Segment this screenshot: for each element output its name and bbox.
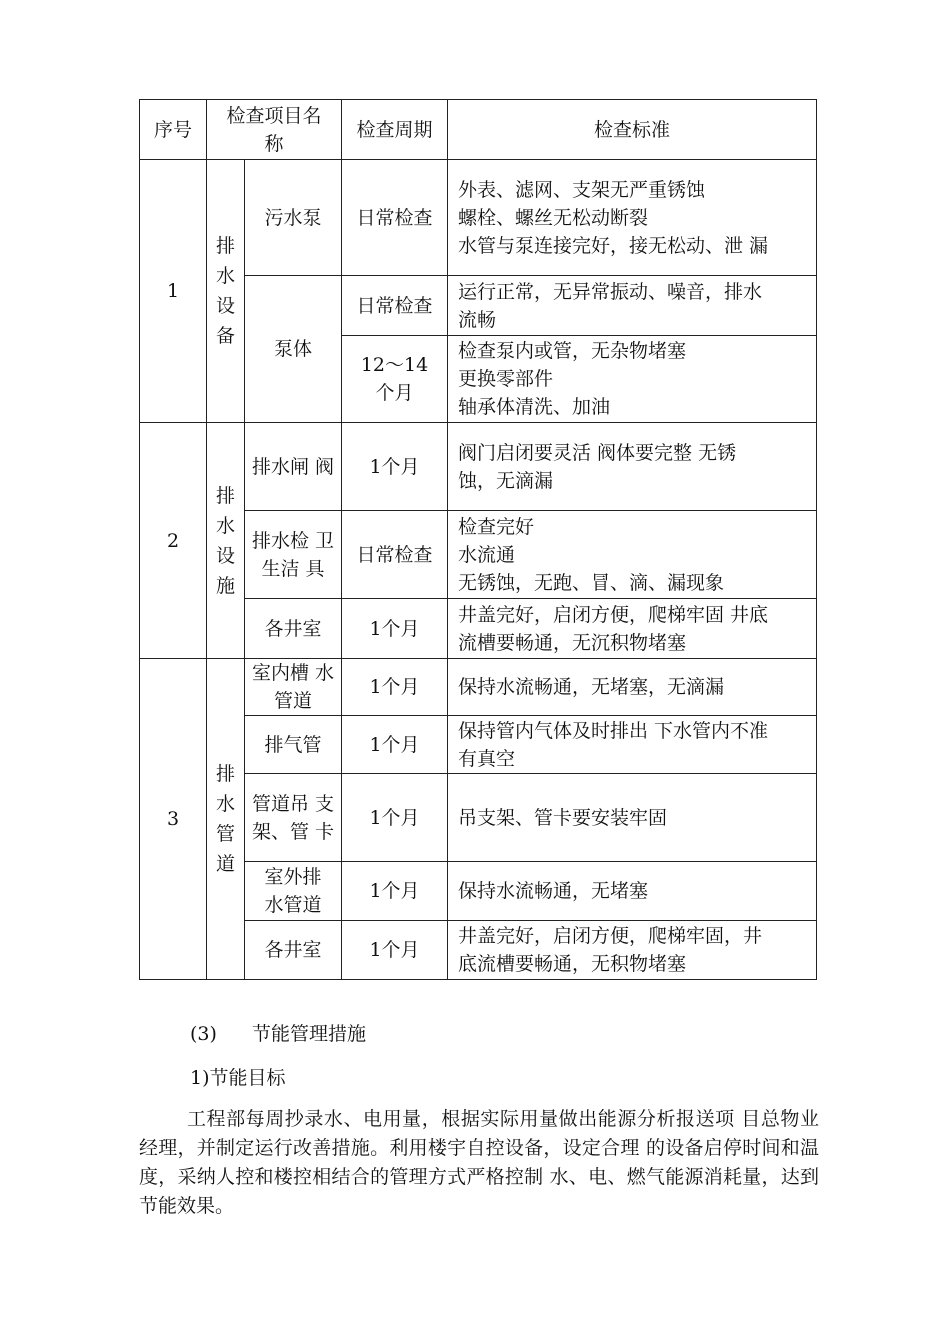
group1-seq: 1	[140, 160, 207, 423]
header-standard: 检查标准	[448, 100, 817, 160]
inspection-table	[139, 99, 817, 980]
item-name: 污水泵	[245, 160, 342, 276]
check-period: 12〜14 个月	[342, 336, 448, 423]
table-row	[140, 659, 817, 716]
check-standard: 井盖完好，启闭方便，爬梯牢固 井底 流槽要畅通，无沉积物堵塞	[448, 599, 817, 659]
body-paragraph: 工程部每周抄录水、电用量，根据实际用量做出能源分析报送项 目总物业经理，并制定运行改善措施。利用楼宇自控设备，设定合理 的设备启停时间和温度，采纳人控和楼控相结合的管理方式严格控制 水、电、燃气能源消耗量，达到节能效果。	[139, 1108, 819, 1217]
table-header-row	[140, 100, 817, 160]
group2-category: 排 水 设 施	[207, 423, 245, 659]
check-period: 1个月	[342, 774, 448, 862]
item-name: 管道吊 支 架、管 卡	[245, 774, 342, 862]
item-name: 各井室	[245, 599, 342, 659]
item-name: 各井室	[245, 921, 342, 980]
check-standard: 检查泵内或管，无杂物堵塞 更换零部件 轴承体清洗、加油	[448, 336, 817, 423]
item-name: 排气管	[245, 716, 342, 774]
check-standard: 吊支架、管卡要安装牢固	[448, 774, 817, 862]
check-standard: 运行正常，无异常振动、噪音，排水 流畅	[448, 276, 817, 336]
check-period: 1个月	[342, 921, 448, 980]
check-period: 日常检查	[342, 511, 448, 599]
check-period: 1个月	[342, 659, 448, 716]
check-standard: 保持水流畅通，无堵塞，无滴漏	[448, 659, 817, 716]
section-heading	[190, 1020, 870, 1049]
section-number: (3)	[190, 1023, 217, 1045]
check-period: 1个月	[342, 862, 448, 921]
item-name: 室外排 水管道	[245, 862, 342, 921]
table-row	[140, 160, 817, 276]
check-standard: 外表、滤网、支架无严重锈蚀 螺栓、螺丝无松动断裂 水管与泵连接完好，接无松动、泄 漏	[448, 160, 817, 276]
group2-seq: 2	[140, 423, 207, 659]
check-period: 1个月	[342, 423, 448, 511]
item-name: 室内槽 水 管道	[245, 659, 342, 716]
check-standard: 保持管内气体及时排出 下水管内不准 有真空	[448, 716, 817, 774]
item-name: 排水检 卫 生洁 具	[245, 511, 342, 599]
item-name: 泵体	[245, 276, 342, 423]
item-name: 排水闸 阀	[245, 423, 342, 511]
check-standard: 检查完好 水流通 无锈蚀，无跑、冒、滴、漏现象	[448, 511, 817, 599]
check-period: 1个月	[342, 599, 448, 659]
section-title: 节能管理措施	[252, 1023, 367, 1045]
check-standard: 保持水流畅通，无堵塞	[448, 862, 817, 921]
check-period: 1个月	[342, 716, 448, 774]
header-period: 检查周期	[342, 100, 448, 160]
header-seq: 序号	[140, 100, 207, 160]
group3-seq: 3	[140, 659, 207, 980]
header-item-name: 检查项目名 称	[207, 100, 342, 160]
check-standard: 阀门启闭要灵活 阀体要完整 无锈 蚀，无滴漏	[448, 423, 817, 511]
check-period: 日常检查	[342, 276, 448, 336]
table-row	[140, 423, 817, 511]
check-period: 日常检查	[342, 160, 448, 276]
check-standard: 井盖完好，启闭方便，爬梯牢固，井 底流槽要畅通，无积物堵塞	[448, 921, 817, 980]
group1-category: 排 水 设 备	[207, 160, 245, 423]
sub-heading: 1)节能目标	[190, 1067, 286, 1089]
group3-category: 排 水 管 道	[207, 659, 245, 980]
